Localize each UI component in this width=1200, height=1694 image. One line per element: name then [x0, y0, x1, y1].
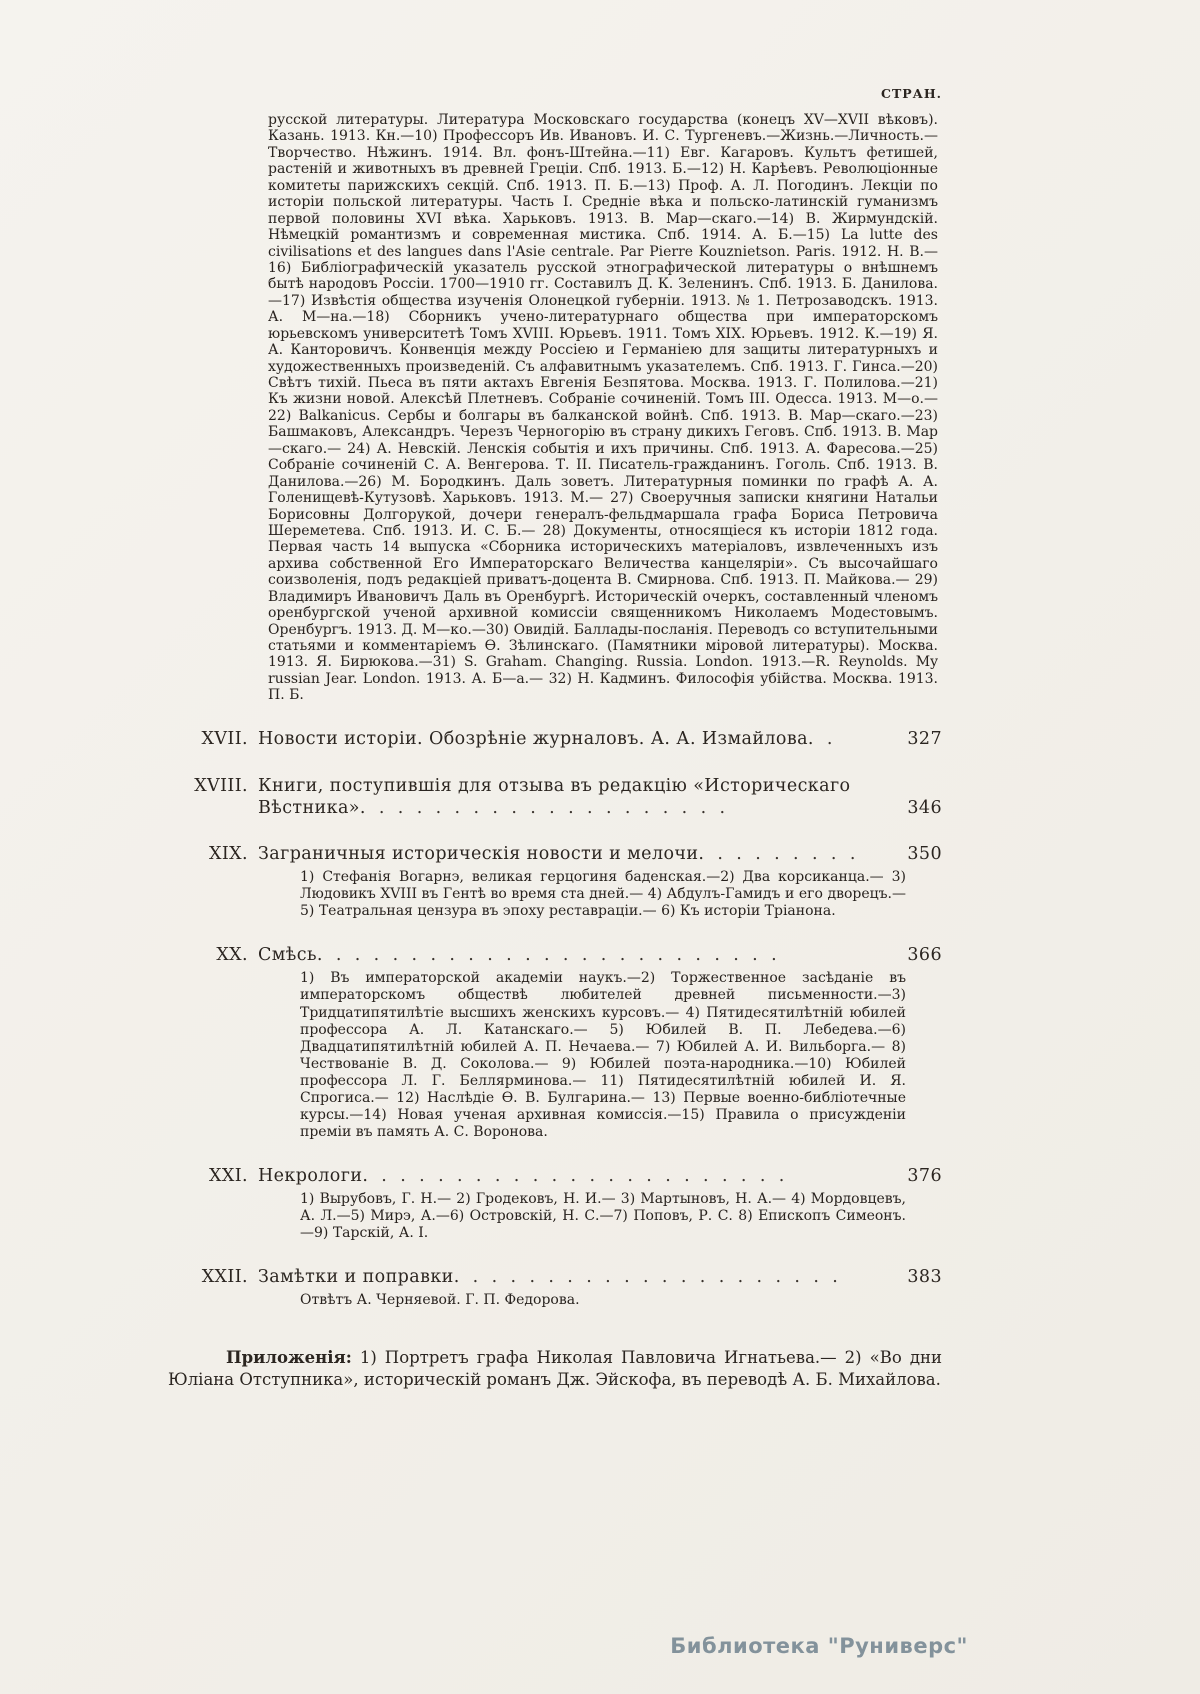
toc-page-number: 366 — [907, 945, 942, 966]
toc-entry-xxii — [168, 1267, 942, 1309]
toc-numeral: XVIII. — [194, 775, 248, 796]
toc-dot-leader: . . . . . . . . . . . . . . . . . . . — [365, 797, 726, 818]
bibliography-continuation-block: русской литературы. Литература Московскаго государства (конецъ XV—XVII вѣковъ). Казань. 1913. Кн.—10) Профессоръ Ив. Ивановъ. И. С. Тургеневъ.—Жизнь.—Личность.—Творчество. Нѣжинъ. 1914. Вл. фонъ-Штейна.—11) Евг. Кагаровъ. Культъ фетишей, растеній и животныхъ въ древней Греціи. Спб. 1913. Б.—12) Н. Карѣевъ. Революціонные комитеты парижскихъ секцій. Спб. 1913. П. Б.—13) Проф. А. Л. Погодинъ. Лекціи по исторіи польской литературы. Часть I. Средніе вѣка и польско-латинскій гуманизмъ первой половины XVI вѣка. Харьковъ. 1913. В. Мар—скаго.—14) В. Жирмундскій. Нѣмецкій романтизмъ и современная мистика. Спб. 1914. А. Б.—15) La lutte des civilisations et des langues dans l'Asie centrale. Par Pierre Kouznietson. Paris. 1912. Н. В.—16) Библіографическій указатель русской этнографической литературы о внѣшнемъ бытѣ народовъ Россіи. 1700—1910 гг. Составилъ Д. К. Зеленинъ. Спб. 1913. Б. Данилова.—17) Извѣстія общества изученія Олонецкой губерніи. 1913. № 1. Петрозаводскъ. 1913. А. М—на.—18) Сборникъ учено-литературнаго общества при императорскомъ юрьевскомъ университетѣ Томъ XVIII. Юрьевъ. 1911. Томъ XIX. Юрьевъ. 1912. К.—19) Я. А. Канторовичъ. Конвенція между Россіею и Германіею для защиты литературныхъ и художественныхъ произведеній. Съ алфавитнымъ указателемъ. Спб. 1913. Г. Гинса.—20) Свѣтъ тихій. Пьеса въ пяти актахъ Евгенія Безпятова. Москва. 1913. Г. Полилова.—21) Къ жизни новой. Алексѣй Плетневъ. Собраніе сочиненій. Томъ III. Одесса. 1913. М—о.— 22) Balkanicus. Сербы и болгары въ балканской войнѣ. Спб. 1913. В. Мар—скаго.—23) Башмаковъ, Александръ. Черезъ Черногорію въ страну дикихъ Геговъ. Спб. 1913. В. Мар—скаго.— 24) А. Невскій. Ленскія событія и ихъ причины. Спб. 1913. А. Фаресова.—25) Собраніе сочиненій С. А. Венгерова. Т. II. Писатель-гражданинъ. Гоголь. Спб. 1913. В. Данилова.—26) М. Бородкинъ. Даль зоветъ. Литературныя поминки по графѣ А. А. Голенищевѣ-Кутузовѣ. Харьковъ. 1913. М.— 27) Своеручныя записки княгини Натальи Борисовны Долгорукой, дочери генералъ-фельдмаршала графа Бориса Петровича Шереметева. Спб. 1913. И. С. Б.— 28) Документы, относящіеся къ исторіи 1812 года. Первая часть 14 выпуска «Сборника историческихъ матеріаловъ, извлеченныхъ изъ архива собственной Его Императорскаго Величества канцеляріи». Съ высочайшаго соизволенія, подъ редакціей приватъ-доцента В. Смирнова. Спб. 1913. П. Майкова.— 29) Владимиръ Ивановичъ Даль въ Оренбургѣ. Историческій очеркъ, составленный членомъ оренбургской ученой архивной комиссіи священникомъ Николаемъ Модестовымъ. Оренбургъ. 1913. Д. М—ко.—30) Овидій. Баллады-посланія. Переводъ со вступительными статьями и комментаріемъ Ѳ. Зѣлинскаго. (Памятники міровой литературы). Москва. 1913. Я. Бирюкова.—31) S. Graham. Changing. Russia. London. 1913.—R. Reynolds. My russian Jear. London. 1913. А. Б—а.— 32) Н. Кадминъ. Философія убійства. Москва. 1913. П. Б. — [268, 112, 938, 704]
toc-page-number: 346 — [907, 797, 942, 818]
toc-title: Книги, поступившія для отзыва въ редакцію «Историческаго Вѣстника». — [258, 775, 851, 818]
toc-subentries: 1) Въ императорской академіи наукъ.—2) Торжественное засѣданіе въ императорскомъ обществѣ любителей древней письменности.—3) Тридцатипятилѣтіе высшихъ женскихъ курсовъ.— 4) Пятидесятилѣтній юбилей профессора А. Л. Катанскаго.— 5) Юбилей В. П. Лебедева.—6) Двадцатипятилѣтній юбилей А. П. Нечаева.— 7) Юбилей А. И. Вильборга.— 8) Чествованіе В. Д. Соколова.— 9) Юбилей поэта-народника.—10) Юбилей профессора Л. Г. Беллярминова.— 11) Пятидесятилѣтній юбилей И. Я. Спрогиса.— 12) Наслѣдіе Ѳ. В. Булгарина.— 13) Первые военно-библіотечные курсы.—14) Новая ученая архивная комиссія.—15) Правила о присужденіи преміи въ память А. С. Воронова. — [300, 970, 906, 1141]
toc-numeral: XX. — [216, 945, 248, 966]
toc-entry-row — [168, 729, 942, 751]
toc-subentries: 1) Стефанія Вогарнэ, великая герцогиня баденская.—2) Два корсиканца.— 3) Людовикъ XVIII въ Гентѣ во время ста дней.— 4) Абдулъ-Гамидъ и его дворецъ.— 5) Театральная цензура въ эпоху реставраціи.— 6) Къ исторіи Тріанона. — [300, 869, 906, 920]
toc-dot-leader: . . . . . . . . . . . . . . . . . . . . . . — [368, 1166, 785, 1187]
toc-dot-leader: . . . . . . . . . . . . . . . . . . . . — [459, 1267, 839, 1288]
library-watermark: Библиотека "Руниверс" — [670, 1634, 968, 1658]
toc-entry-row — [168, 945, 942, 967]
toc-numeral: XIX. — [209, 844, 248, 865]
toc-entry-xxi — [168, 1166, 942, 1242]
toc-entry-row — [168, 1166, 942, 1188]
toc-entry-xix — [168, 844, 942, 920]
toc-entry-row — [168, 1267, 942, 1289]
toc-page-number: 383 — [907, 1267, 942, 1288]
table-of-contents — [168, 729, 942, 1309]
toc-title: Замѣтки и поправки. — [258, 1267, 460, 1288]
page-column-header: СТРАН. — [881, 86, 942, 101]
toc-numeral: XVII. — [201, 728, 248, 749]
toc-entry-xx — [168, 945, 942, 1141]
appendix-paragraph — [168, 1347, 942, 1391]
appendix-label: Приложенія: — [226, 1348, 352, 1368]
toc-page-number: 327 — [907, 728, 942, 749]
toc-numeral: XXI. — [209, 1166, 248, 1187]
toc-entry-row — [168, 776, 942, 820]
toc-page-number: 350 — [907, 844, 942, 865]
appendix-text: 1) Портретъ графа Николая Павловича Игнатьева.— 2) «Во дни Юліана Отступника», историческій романъ Дж. Эйскофа, въ переводѣ А. Б. Михайлова. — [168, 1348, 943, 1389]
toc-dot-leader: . . . . . . . . . . . . . . . . . . . . . . . . — [322, 945, 778, 966]
toc-entry-xviii — [168, 776, 942, 820]
toc-numeral: XXII. — [201, 1267, 248, 1288]
toc-entry-xvii — [168, 729, 942, 751]
toc-title: Новости исторіи. Обозрѣніе журналовъ. А. А. Измайлова. — [258, 728, 814, 749]
toc-page-number: 376 — [907, 1166, 942, 1187]
toc-title: Смѣсь. — [258, 945, 323, 966]
toc-dot-leader: . — [813, 728, 833, 749]
toc-title: Некрологи. — [258, 1166, 369, 1187]
toc-title: Заграничныя историческія новости и мелочи. — [258, 844, 705, 865]
toc-subentries: Отвѣтъ А. Черняевой. Г. П. Федорова. — [300, 1292, 580, 1309]
toc-entry-row — [168, 844, 942, 866]
toc-dot-leader: . . . . . . . . — [704, 844, 856, 865]
toc-subentries: 1) Вырубовъ, Г. Н.— 2) Гродековъ, Н. И.— 3) Мартыновъ, Н. А.— 4) Мордовцевъ, А. Л.—5) Мирэ, А.—6) Островскій, Н. С.—7) Поповъ, Р. С. 8) Епископъ Симеонъ.—9) Тарскій, А. I. — [300, 1191, 906, 1242]
